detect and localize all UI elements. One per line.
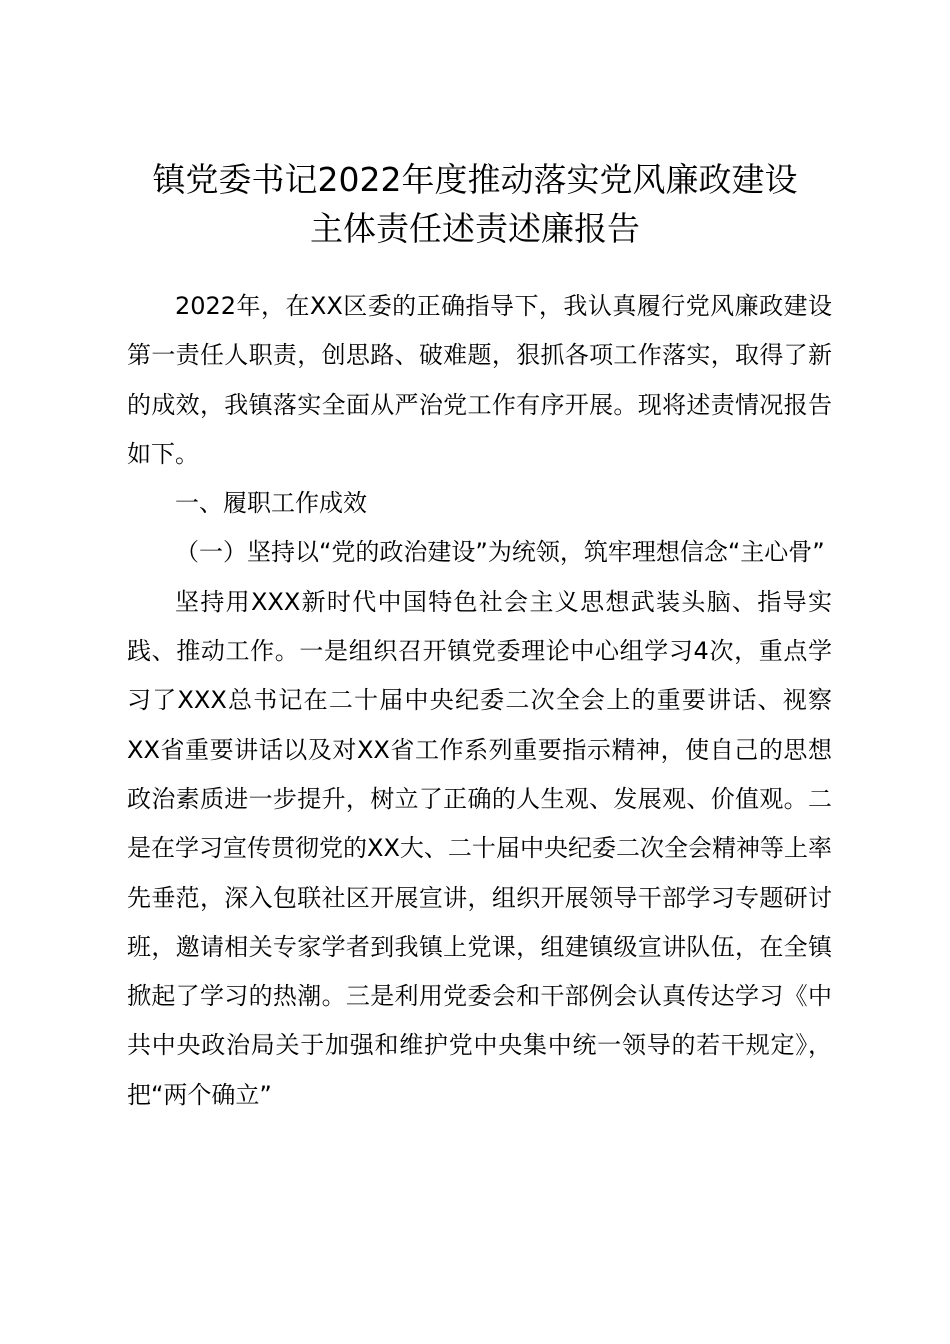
intro-paragraph: 2022年，在XX区委的正确指导下，我认真履行党风廉政建设第一责任人职责，创思路、破难题，狠抓各项工作落实，取得了新的成效，我镇落实全面从严治党工作有序开展。现将述责情况报告如下。 — [127, 292, 832, 468]
document-title-line-2: 主体责任述责述廉报告 — [310, 209, 640, 248]
document-body — [127, 282, 832, 1120]
document-title-line-1: 镇党委书记2022年度推动落实党风廉政建设 — [152, 160, 798, 199]
subsection-heading: （一）坚持以“党的政治建设”为统领，筑牢理想信念“主心骨” — [175, 538, 825, 567]
body-paragraph: 坚持用XXX新时代中国特色社会主义思想武装头脑、指导实践、推动工作。一是组织召开镇党委理论中心组学习4次，重点学习了XXX总书记在二十届中央纪委二次全会上的重要讲话、视察XX省重要讲话以及对XX省工作系列重要指示精神，使自己的思想政治素质进一步提升，树立了正确的人生观、发展观、价值观。二是在学习宣传贯彻党的XX大、二十届中央纪委二次全会精神等上率先垂范，深入包联社区开展宣讲，组织开展领导干部学习专题研讨班，邀请相关专家学者到我镇上党课，组建镇级宣讲队伍，在全镇掀起了学习的热潮。三是利用党委会和干部例会认真传达学习《中共中央政治局关于加强和维护党中央集中统一领导的若干规定》，把“两个确立” — [127, 587, 832, 1109]
section-heading: 一、履职工作成效 — [175, 489, 367, 518]
